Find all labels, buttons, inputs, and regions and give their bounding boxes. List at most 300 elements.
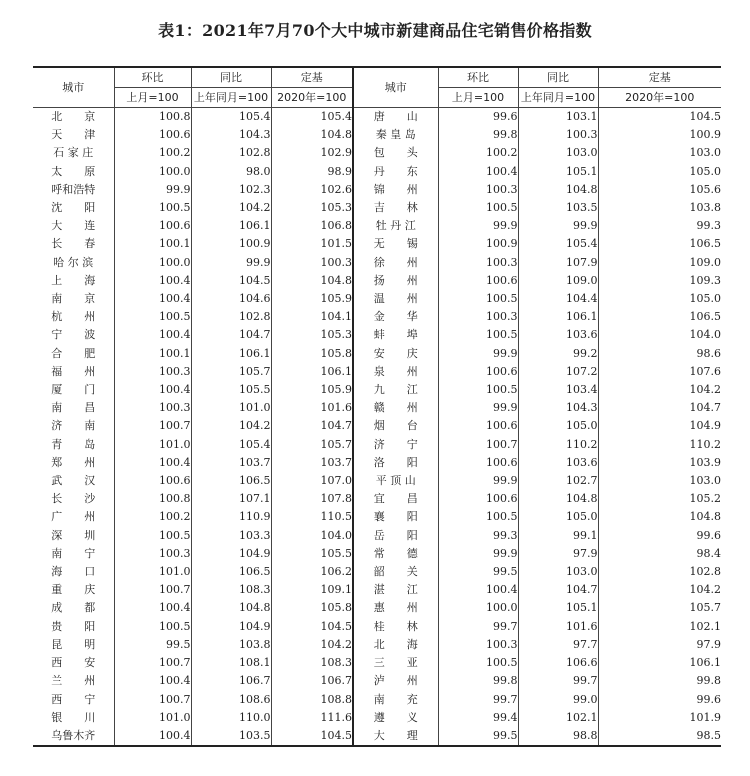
yoy-value-left: 99.9 [191,254,271,272]
table-row [33,199,721,217]
yoy-value-right: 99.9 [518,217,598,235]
mom-value-right: 100.6 [438,490,518,508]
table-row [33,181,721,199]
city-name-right: 烟 台 [353,417,438,435]
header-yoy-base-right: 上年同月=100 [518,88,598,108]
yoy-value-right: 104.7 [518,581,598,599]
mom-value-left: 100.4 [114,272,191,290]
table-row [33,599,721,617]
fixed-value-left: 103.7 [271,454,353,472]
table-row [33,472,721,490]
fixed-value-right: 109.3 [689,273,721,287]
mom-value-right: 99.9 [438,545,518,563]
city-name-right: 韶 关 [353,563,438,581]
fixed-value-right: 99.3 [696,219,721,233]
mom-value-left: 100.3 [114,399,191,417]
mom-value-left: 100.3 [114,363,191,381]
table-row [33,727,721,746]
table-row [33,691,721,709]
yoy-value-right: 107.2 [518,363,598,381]
mom-value-left: 100.7 [114,581,191,599]
fixed-value-left: 104.2 [271,636,353,654]
table-row [33,636,721,654]
fixed-value-right: 110.2 [689,437,721,451]
city-name-right: 洛 阳 [353,454,438,472]
city-name-left: 宁 波 [33,326,114,344]
yoy-value-left: 106.1 [191,217,271,235]
price-index-table [33,66,721,747]
table-row [33,618,721,636]
fixed-value-left: 105.8 [271,599,353,617]
city-name-left: 福 州 [33,363,114,381]
yoy-value-left: 104.2 [191,199,271,217]
mom-value-left: 100.6 [114,472,191,490]
mom-value-left: 100.4 [114,672,191,690]
city-name-right: 湛 江 [353,581,438,599]
fixed-value-right: 106.1 [689,656,721,670]
mom-value-right: 99.5 [438,563,518,581]
table-row [33,381,721,399]
yoy-value-left: 102.8 [191,308,271,326]
yoy-value-left: 105.5 [191,381,271,399]
yoy-value-right: 98.8 [518,727,598,746]
yoy-value-left: 108.1 [191,654,271,672]
fixed-value-right: 105.0 [689,164,721,178]
mom-value-right: 99.7 [438,618,518,636]
mom-value-right: 100.5 [438,199,518,217]
city-name-right: 北 海 [353,636,438,654]
yoy-value-right: 103.4 [518,381,598,399]
fixed-value-right: 105.6 [689,182,721,196]
mom-value-left: 100.0 [114,163,191,181]
mom-value-left: 100.2 [114,144,191,162]
yoy-value-right: 99.1 [518,527,598,545]
city-name-right: 九 江 [353,381,438,399]
city-name-left: 海 口 [33,563,114,581]
city-name-right: 包 头 [353,144,438,162]
mom-value-right: 99.9 [438,399,518,417]
fixed-value-right: 98.6 [696,346,721,360]
mom-value-left: 100.7 [114,654,191,672]
yoy-value-right: 99.0 [518,691,598,709]
yoy-value-left: 103.8 [191,636,271,654]
fixed-value-right: 104.2 [689,383,721,397]
fixed-value-left: 104.5 [271,727,353,746]
table-row [33,672,721,690]
table-row [33,163,721,181]
table-row [33,527,721,545]
mom-value-left: 100.0 [114,254,191,272]
fixed-value-left: 105.9 [271,381,353,399]
fixed-value-left: 98.9 [271,163,353,181]
yoy-value-left: 104.8 [191,599,271,617]
mom-value-right: 100.5 [438,654,518,672]
mom-value-left: 99.5 [114,636,191,654]
yoy-value-right: 106.6 [518,654,598,672]
mom-value-right: 100.5 [438,290,518,308]
city-name-right: 秦 皇 岛 [353,126,438,144]
mom-value-left: 100.5 [114,527,191,545]
yoy-value-left: 108.6 [191,691,271,709]
fixed-value-right: 98.4 [696,546,721,560]
fixed-value-right: 106.5 [689,310,721,324]
city-name-left: 天 津 [33,126,114,144]
yoy-value-right: 105.1 [518,599,598,617]
fixed-value-right: 102.1 [689,619,721,633]
yoy-value-left: 106.7 [191,672,271,690]
fixed-value-right: 102.8 [689,565,721,579]
table-row [33,144,721,162]
header-yoy-right: 同比 [518,67,598,88]
city-name-left: 深 圳 [33,527,114,545]
fixed-value-right: 109.0 [689,255,721,269]
table-row [33,217,721,235]
table-row [33,326,721,344]
table-row [33,581,721,599]
mom-value-right: 99.5 [438,727,518,746]
header-city-left: 城市 [33,67,114,108]
mom-value-left: 100.4 [114,381,191,399]
fixed-value-left: 110.5 [271,508,353,526]
mom-value-left: 100.8 [114,108,191,127]
yoy-value-left: 108.3 [191,581,271,599]
fixed-value-left: 104.5 [271,618,353,636]
city-name-right: 蚌 埠 [353,326,438,344]
fixed-value-right: 104.7 [689,401,721,415]
yoy-value-left: 100.9 [191,235,271,253]
mom-value-left: 100.3 [114,545,191,563]
city-name-left: 长 春 [33,235,114,253]
table-body [33,108,721,747]
table-row [33,399,721,417]
city-name-right: 锦 州 [353,181,438,199]
yoy-value-left: 110.0 [191,709,271,727]
yoy-value-right: 102.7 [518,472,598,490]
mom-value-right: 100.6 [438,272,518,290]
yoy-value-right: 105.0 [518,508,598,526]
fixed-value-right: 104.2 [689,583,721,597]
city-name-right: 扬 州 [353,272,438,290]
yoy-value-right: 102.1 [518,709,598,727]
city-name-right: 宜 昌 [353,490,438,508]
table-row [33,290,721,308]
yoy-value-left: 104.3 [191,126,271,144]
fixed-value-left: 108.8 [271,691,353,709]
city-name-right: 温 州 [353,290,438,308]
fixed-value-right: 103.0 [689,474,721,488]
mom-value-right: 99.9 [438,472,518,490]
city-name-right: 桂 林 [353,618,438,636]
city-name-left: 哈 尔 滨 [33,254,114,272]
yoy-value-right: 103.5 [518,199,598,217]
mom-value-right: 99.7 [438,691,518,709]
city-name-right: 唐 山 [353,108,438,127]
city-name-left: 乌鲁木齐 [33,727,114,746]
fixed-value-right: 103.9 [689,455,721,469]
yoy-value-left: 107.1 [191,490,271,508]
mom-value-left: 100.2 [114,508,191,526]
city-name-left: 郑 州 [33,454,114,472]
city-name-right: 岳 阳 [353,527,438,545]
fixed-value-right: 99.6 [696,692,721,706]
city-name-left: 济 南 [33,417,114,435]
mom-value-right: 99.9 [438,345,518,363]
yoy-value-right: 99.2 [518,345,598,363]
yoy-value-right: 109.0 [518,272,598,290]
fixed-value-left: 106.1 [271,363,353,381]
yoy-value-right: 97.9 [518,545,598,563]
city-name-left: 重 庆 [33,581,114,599]
city-name-left: 广 州 [33,508,114,526]
fixed-value-left: 101.5 [271,235,353,253]
city-name-left: 石 家 庄 [33,144,114,162]
yoy-value-left: 110.9 [191,508,271,526]
header-mom-base-right: 上月=100 [438,88,518,108]
mom-value-left: 100.4 [114,326,191,344]
header-fixed-right: 定基 [598,67,721,88]
table-row [33,545,721,563]
city-name-left: 银 川 [33,709,114,727]
mom-value-right: 100.6 [438,363,518,381]
yoy-value-right: 104.8 [518,181,598,199]
mom-value-right: 100.9 [438,235,518,253]
yoy-value-left: 102.8 [191,144,271,162]
header-mom-left: 环比 [114,67,191,88]
mom-value-left: 100.4 [114,599,191,617]
city-name-left: 杭 州 [33,308,114,326]
fixed-value-right: 97.9 [696,637,721,651]
yoy-value-right: 103.6 [518,326,598,344]
fixed-value-left: 106.2 [271,563,353,581]
fixed-value-left: 104.1 [271,308,353,326]
fixed-value-right: 104.8 [689,510,721,524]
city-name-right: 襄 阳 [353,508,438,526]
fixed-value-right: 99.8 [696,674,721,688]
mom-value-left: 100.6 [114,126,191,144]
city-name-left: 成 都 [33,599,114,617]
fixed-value-left: 108.3 [271,654,353,672]
yoy-value-right: 107.9 [518,254,598,272]
mom-value-left: 101.0 [114,436,191,454]
city-name-right: 徐 州 [353,254,438,272]
yoy-value-right: 104.3 [518,399,598,417]
yoy-value-left: 105.7 [191,363,271,381]
yoy-value-left: 101.0 [191,399,271,417]
fixed-value-left: 104.8 [271,126,353,144]
table-row [33,308,721,326]
yoy-value-left: 98.0 [191,163,271,181]
yoy-value-right: 110.2 [518,436,598,454]
mom-value-left: 100.1 [114,235,191,253]
fixed-value-left: 104.8 [271,272,353,290]
mom-value-right: 100.5 [438,381,518,399]
city-name-left: 上 海 [33,272,114,290]
city-name-right: 常 德 [353,545,438,563]
table-row [33,272,721,290]
mom-value-left: 100.6 [114,217,191,235]
yoy-value-right: 103.0 [518,563,598,581]
table-row [33,126,721,144]
yoy-value-left: 103.3 [191,527,271,545]
header-mom-base-left: 上月=100 [114,88,191,108]
mom-value-right: 100.0 [438,599,518,617]
table-row [33,436,721,454]
city-name-right: 泉 州 [353,363,438,381]
city-name-left: 西 宁 [33,691,114,709]
table-row [33,363,721,381]
fixed-value-right: 105.0 [689,292,721,306]
fixed-value-right: 98.5 [598,727,721,746]
mom-value-left: 100.7 [114,417,191,435]
yoy-value-left: 104.5 [191,272,271,290]
city-name-left: 昆 明 [33,636,114,654]
mom-value-left: 100.5 [114,199,191,217]
mom-value-right: 100.7 [438,436,518,454]
yoy-value-left: 103.5 [191,727,271,746]
table-row [33,235,721,253]
table-row [33,454,721,472]
yoy-value-right: 100.3 [518,126,598,144]
mom-value-left: 100.4 [114,290,191,308]
mom-value-left: 101.0 [114,563,191,581]
mom-value-left: 100.4 [114,727,191,746]
header-fixed-base-right: 2020年=100 [598,88,721,108]
yoy-value-right: 105.4 [518,235,598,253]
city-name-right: 大 理 [353,727,438,746]
city-name-left: 北 京 [33,108,114,127]
yoy-value-right: 101.6 [518,618,598,636]
mom-value-right: 100.5 [438,326,518,344]
fixed-value-left: 104.0 [271,527,353,545]
mom-value-left: 100.1 [114,345,191,363]
fixed-value-left: 105.3 [271,326,353,344]
city-name-right: 金 华 [353,308,438,326]
table-row [33,563,721,581]
city-name-right: 泸 州 [353,672,438,690]
fixed-value-right: 103.0 [689,146,721,160]
mom-value-left: 100.5 [114,308,191,326]
fixed-value-left: 100.3 [271,254,353,272]
mom-value-left: 100.8 [114,490,191,508]
header-yoy-base-left: 上年同月=100 [191,88,271,108]
mom-value-right: 99.8 [438,126,518,144]
fixed-value-right: 100.9 [689,128,721,142]
header-fixed-left: 定基 [271,67,353,88]
mom-value-right: 100.4 [438,163,518,181]
fixed-value-right: 106.5 [689,237,721,251]
city-name-left: 呼和浩特 [33,181,114,199]
city-name-left: 大 连 [33,217,114,235]
yoy-value-right: 104.4 [518,290,598,308]
yoy-value-right: 104.8 [518,490,598,508]
fixed-value-right: 104.0 [689,328,721,342]
fixed-value-left: 105.7 [271,436,353,454]
city-name-left: 合 肥 [33,345,114,363]
yoy-value-left: 103.7 [191,454,271,472]
city-name-left: 青 岛 [33,436,114,454]
city-name-left: 南 京 [33,290,114,308]
city-name-right: 牡 丹 江 [353,217,438,235]
table-row [33,709,721,727]
city-name-left: 太 原 [33,163,114,181]
yoy-value-right: 103.0 [518,144,598,162]
fixed-value-right: 104.9 [689,419,721,433]
yoy-value-left: 104.6 [191,290,271,308]
mom-value-right: 99.8 [438,672,518,690]
mom-value-right: 100.3 [438,308,518,326]
yoy-value-right: 105.1 [518,163,598,181]
city-name-left: 厦 门 [33,381,114,399]
city-name-right: 济 宁 [353,436,438,454]
fixed-value-left: 107.0 [271,472,353,490]
mom-value-right: 100.3 [438,636,518,654]
fixed-value-left: 107.8 [271,490,353,508]
fixed-value-left: 105.4 [271,108,353,127]
table-row [33,417,721,435]
mom-value-right: 99.4 [438,709,518,727]
city-name-left: 兰 州 [33,672,114,690]
city-name-right: 安 庆 [353,345,438,363]
city-name-left: 贵 阳 [33,618,114,636]
yoy-value-left: 106.1 [191,345,271,363]
mom-value-right: 100.5 [438,508,518,526]
fixed-value-right: 105.2 [689,492,721,506]
yoy-value-left: 105.4 [191,436,271,454]
city-name-left: 沈 阳 [33,199,114,217]
header-city-right: 城市 [353,67,438,108]
table-title: 表1：2021年7月70个大中城市新建商品住宅销售价格指数 [158,21,592,40]
fixed-value-right: 105.7 [689,601,721,615]
yoy-value-left: 104.2 [191,417,271,435]
city-name-left: 长 沙 [33,490,114,508]
table-row [33,654,721,672]
yoy-value-left: 106.5 [191,472,271,490]
city-name-right: 赣 州 [353,399,438,417]
fixed-value-left: 102.6 [271,181,353,199]
fixed-value-left: 105.3 [271,199,353,217]
city-name-right: 吉 林 [353,199,438,217]
city-name-right: 南 充 [353,691,438,709]
table-row [33,490,721,508]
mom-value-right: 99.6 [438,108,518,127]
yoy-value-right: 103.6 [518,454,598,472]
fixed-value-left: 105.5 [271,545,353,563]
fixed-value-right: 99.6 [696,528,721,542]
mom-value-left: 100.4 [114,454,191,472]
fixed-value-left: 105.8 [271,345,353,363]
mom-value-right: 100.4 [438,581,518,599]
city-name-right: 平 顶 山 [353,472,438,490]
city-name-right: 惠 州 [353,599,438,617]
yoy-value-left: 104.9 [191,618,271,636]
mom-value-left: 100.5 [114,618,191,636]
city-name-right: 遵 义 [353,709,438,727]
fixed-value-left: 101.6 [271,399,353,417]
fixed-value-right: 107.6 [689,364,721,378]
yoy-value-left: 104.7 [191,326,271,344]
city-name-right: 无 锡 [353,235,438,253]
fixed-value-left: 106.7 [271,672,353,690]
table-row [33,508,721,526]
yoy-value-right: 106.1 [518,308,598,326]
fixed-value-left: 105.9 [271,290,353,308]
mom-value-right: 100.3 [438,181,518,199]
mom-value-right: 100.6 [438,454,518,472]
city-name-left: 武 汉 [33,472,114,490]
mom-value-right: 100.6 [438,417,518,435]
fixed-value-left: 102.9 [271,144,353,162]
fixed-value-left: 109.1 [271,581,353,599]
